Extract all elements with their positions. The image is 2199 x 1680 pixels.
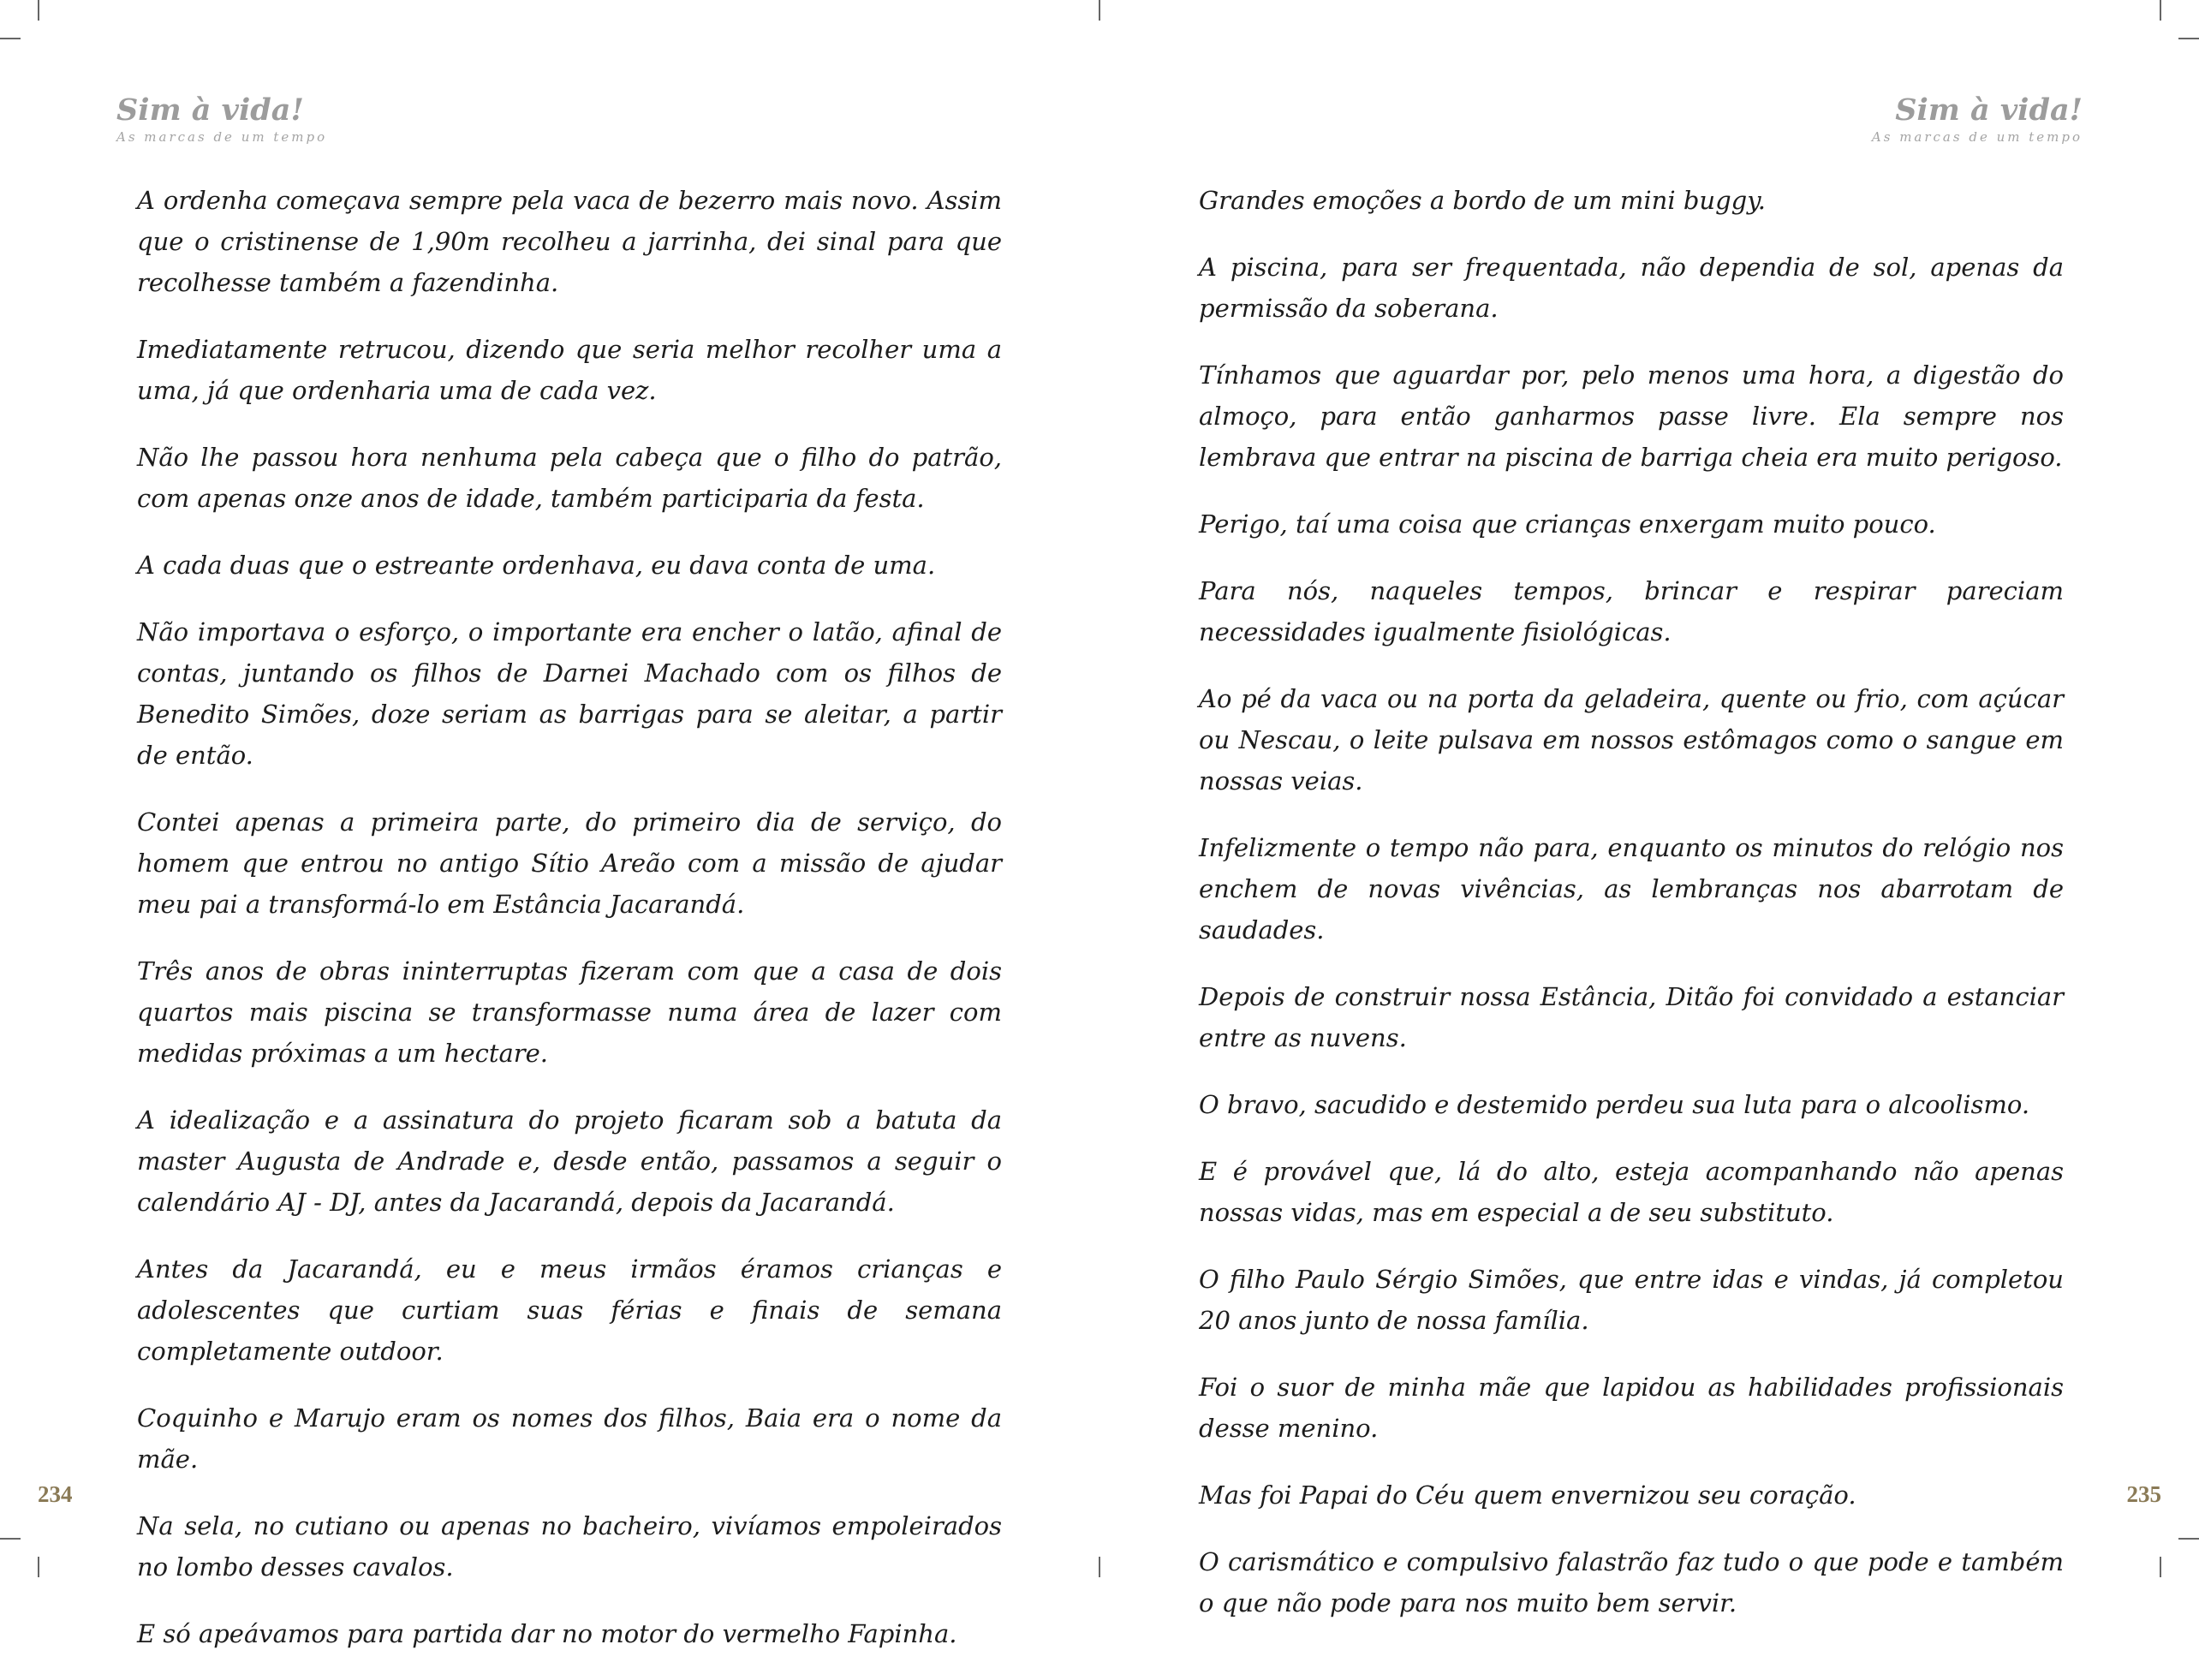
paragraph: Mas foi Papai do Céu quem envernizou seu coração. bbox=[1199, 1480, 1856, 1510]
page-number: 235 bbox=[2126, 1481, 2161, 1507]
body-text bbox=[1199, 180, 2064, 1649]
paragraph: A piscina, para ser frequentada, não dependia de sol, apenas da permissão da soberana. bbox=[1199, 253, 2064, 323]
left-page bbox=[0, 0, 1100, 1648]
book-subtitle: As marcas de um tempo bbox=[1871, 129, 2083, 145]
paragraph: A cada duas que o estreante ordenhava, eu dava conta de uma. bbox=[137, 551, 936, 580]
paragraph: Tínhamos que aguardar por, pelo menos uma hora, a digestão do almoço, para então ganharmos passe livre. Ela sempre nos lembrava que entrar na piscina de barriga cheia era muito perigoso. bbox=[1199, 360, 2064, 472]
paragraph: E é provável que, lá do alto, esteja acompanhando não apenas nossas vidas, mas em especial a de seu substituto. bbox=[1199, 1157, 2064, 1227]
paragraph: O bravo, sacudido e destemido perdeu sua luta para o alcoolismo. bbox=[1199, 1090, 2030, 1119]
book-subtitle: As marcas de um tempo bbox=[116, 129, 328, 145]
paragraph: Imediatamente retrucou, dizendo que seria melhor recolher uma a uma, já que ordenharia uma de cada vez. bbox=[137, 335, 1002, 405]
paragraph: Ao pé da vaca ou na porta da geladeira, quente ou frio, com açúcar ou Nescau, o leite pulsava em nossos estômagos como o sangue em nossas veias. bbox=[1199, 684, 2064, 795]
paragraph: Antes da Jacarandá, eu e meus irmãos éramos crianças e adolescentes que curtiam suas férias e finais de semana completamente outdoor. bbox=[137, 1254, 1002, 1366]
paragraph: Grandes emoções a bordo de um mini buggy. bbox=[1199, 186, 1766, 215]
paragraph: O filho Paulo Sérgio Simões, que entre idas e vindas, já completou 20 anos junto de nossa família. bbox=[1199, 1265, 2064, 1335]
paragraph: Coquinho e Marujo eram os nomes dos filhos, Baia era o nome da mãe. bbox=[137, 1403, 1002, 1474]
paragraph: A idealização e a assinatura do projeto ficaram sob a batuta da master Augusta de Andrade e, desde então, passamos a seguir o calendário AJ - DJ, antes da Jacarandá, depois da Jacarandá. bbox=[137, 1105, 1002, 1217]
paragraph: A ordenha começava sempre pela vaca de bezerro mais novo. Assim que o cristinense de 1,90m recolheu a jarrinha, dei sinal para que recolhesse também a fazendinha. bbox=[137, 186, 1002, 297]
paragraph: Infelizmente o tempo não para, enquanto os minutos do relógio nos enchem de novas vivências, as lembranças nos abarrotam de saudades. bbox=[1199, 833, 2064, 944]
book-title: Sim à vida! bbox=[116, 92, 304, 128]
body-text bbox=[137, 180, 1002, 1680]
paragraph: Não lhe passou hora nenhuma pela cabeça que o filho do patrão, com apenas onze anos de idade, também participaria da festa. bbox=[137, 443, 1002, 513]
paragraph: Para nós, naqueles tempos, brincar e respirar pareciam necessidades igualmente fisiológicas. bbox=[1199, 576, 2064, 646]
paragraph: Perigo, taí uma coisa que crianças enxergam muito pouco. bbox=[1199, 509, 1936, 539]
running-header bbox=[116, 92, 327, 146]
paragraph: Não importava o esforço, o importante era encher o latão, afinal de contas, juntando os filhos de Darnei Machado com os filhos de Benedito Simões, doze seriam as barrigas para se aleitar, a partir de então. bbox=[137, 617, 1002, 770]
running-header bbox=[1872, 92, 2083, 146]
book-title: Sim à vida! bbox=[1895, 92, 2083, 128]
paragraph: Na sela, no cutiano ou apenas no bacheiro, vivíamos empoleirados no lombo desses cavalos. bbox=[137, 1511, 1002, 1582]
paragraph: Depois de construir nossa Estância, Ditão foi convidado a estanciar entre as nuvens. bbox=[1199, 982, 2064, 1052]
paragraph: Foi o suor de minha mãe que lapidou as habilidades profissionais desse menino. bbox=[1199, 1373, 2064, 1443]
paragraph: E só apeávamos para partida dar no motor do vermelho Fapinha. bbox=[137, 1619, 957, 1648]
paragraph: Três anos de obras ininterruptas fizeram com que a casa de dois quartos mais piscina se transformasse numa área de lazer com medidas próximas a um hectare. bbox=[137, 956, 1002, 1068]
right-page bbox=[1100, 0, 2199, 1617]
page-number: 234 bbox=[38, 1481, 73, 1507]
paragraph: O carismático e compulsivo falastrão faz tudo o que pode e também o que não pode para nos muito bem servir. bbox=[1199, 1547, 2064, 1617]
paragraph: Contei apenas a primeira parte, do primeiro dia de serviço, do homem que entrou no antigo Sítio Areão com a missão de ajudar meu pai a transformá-lo em Estância Jacarandá. bbox=[137, 807, 1002, 919]
